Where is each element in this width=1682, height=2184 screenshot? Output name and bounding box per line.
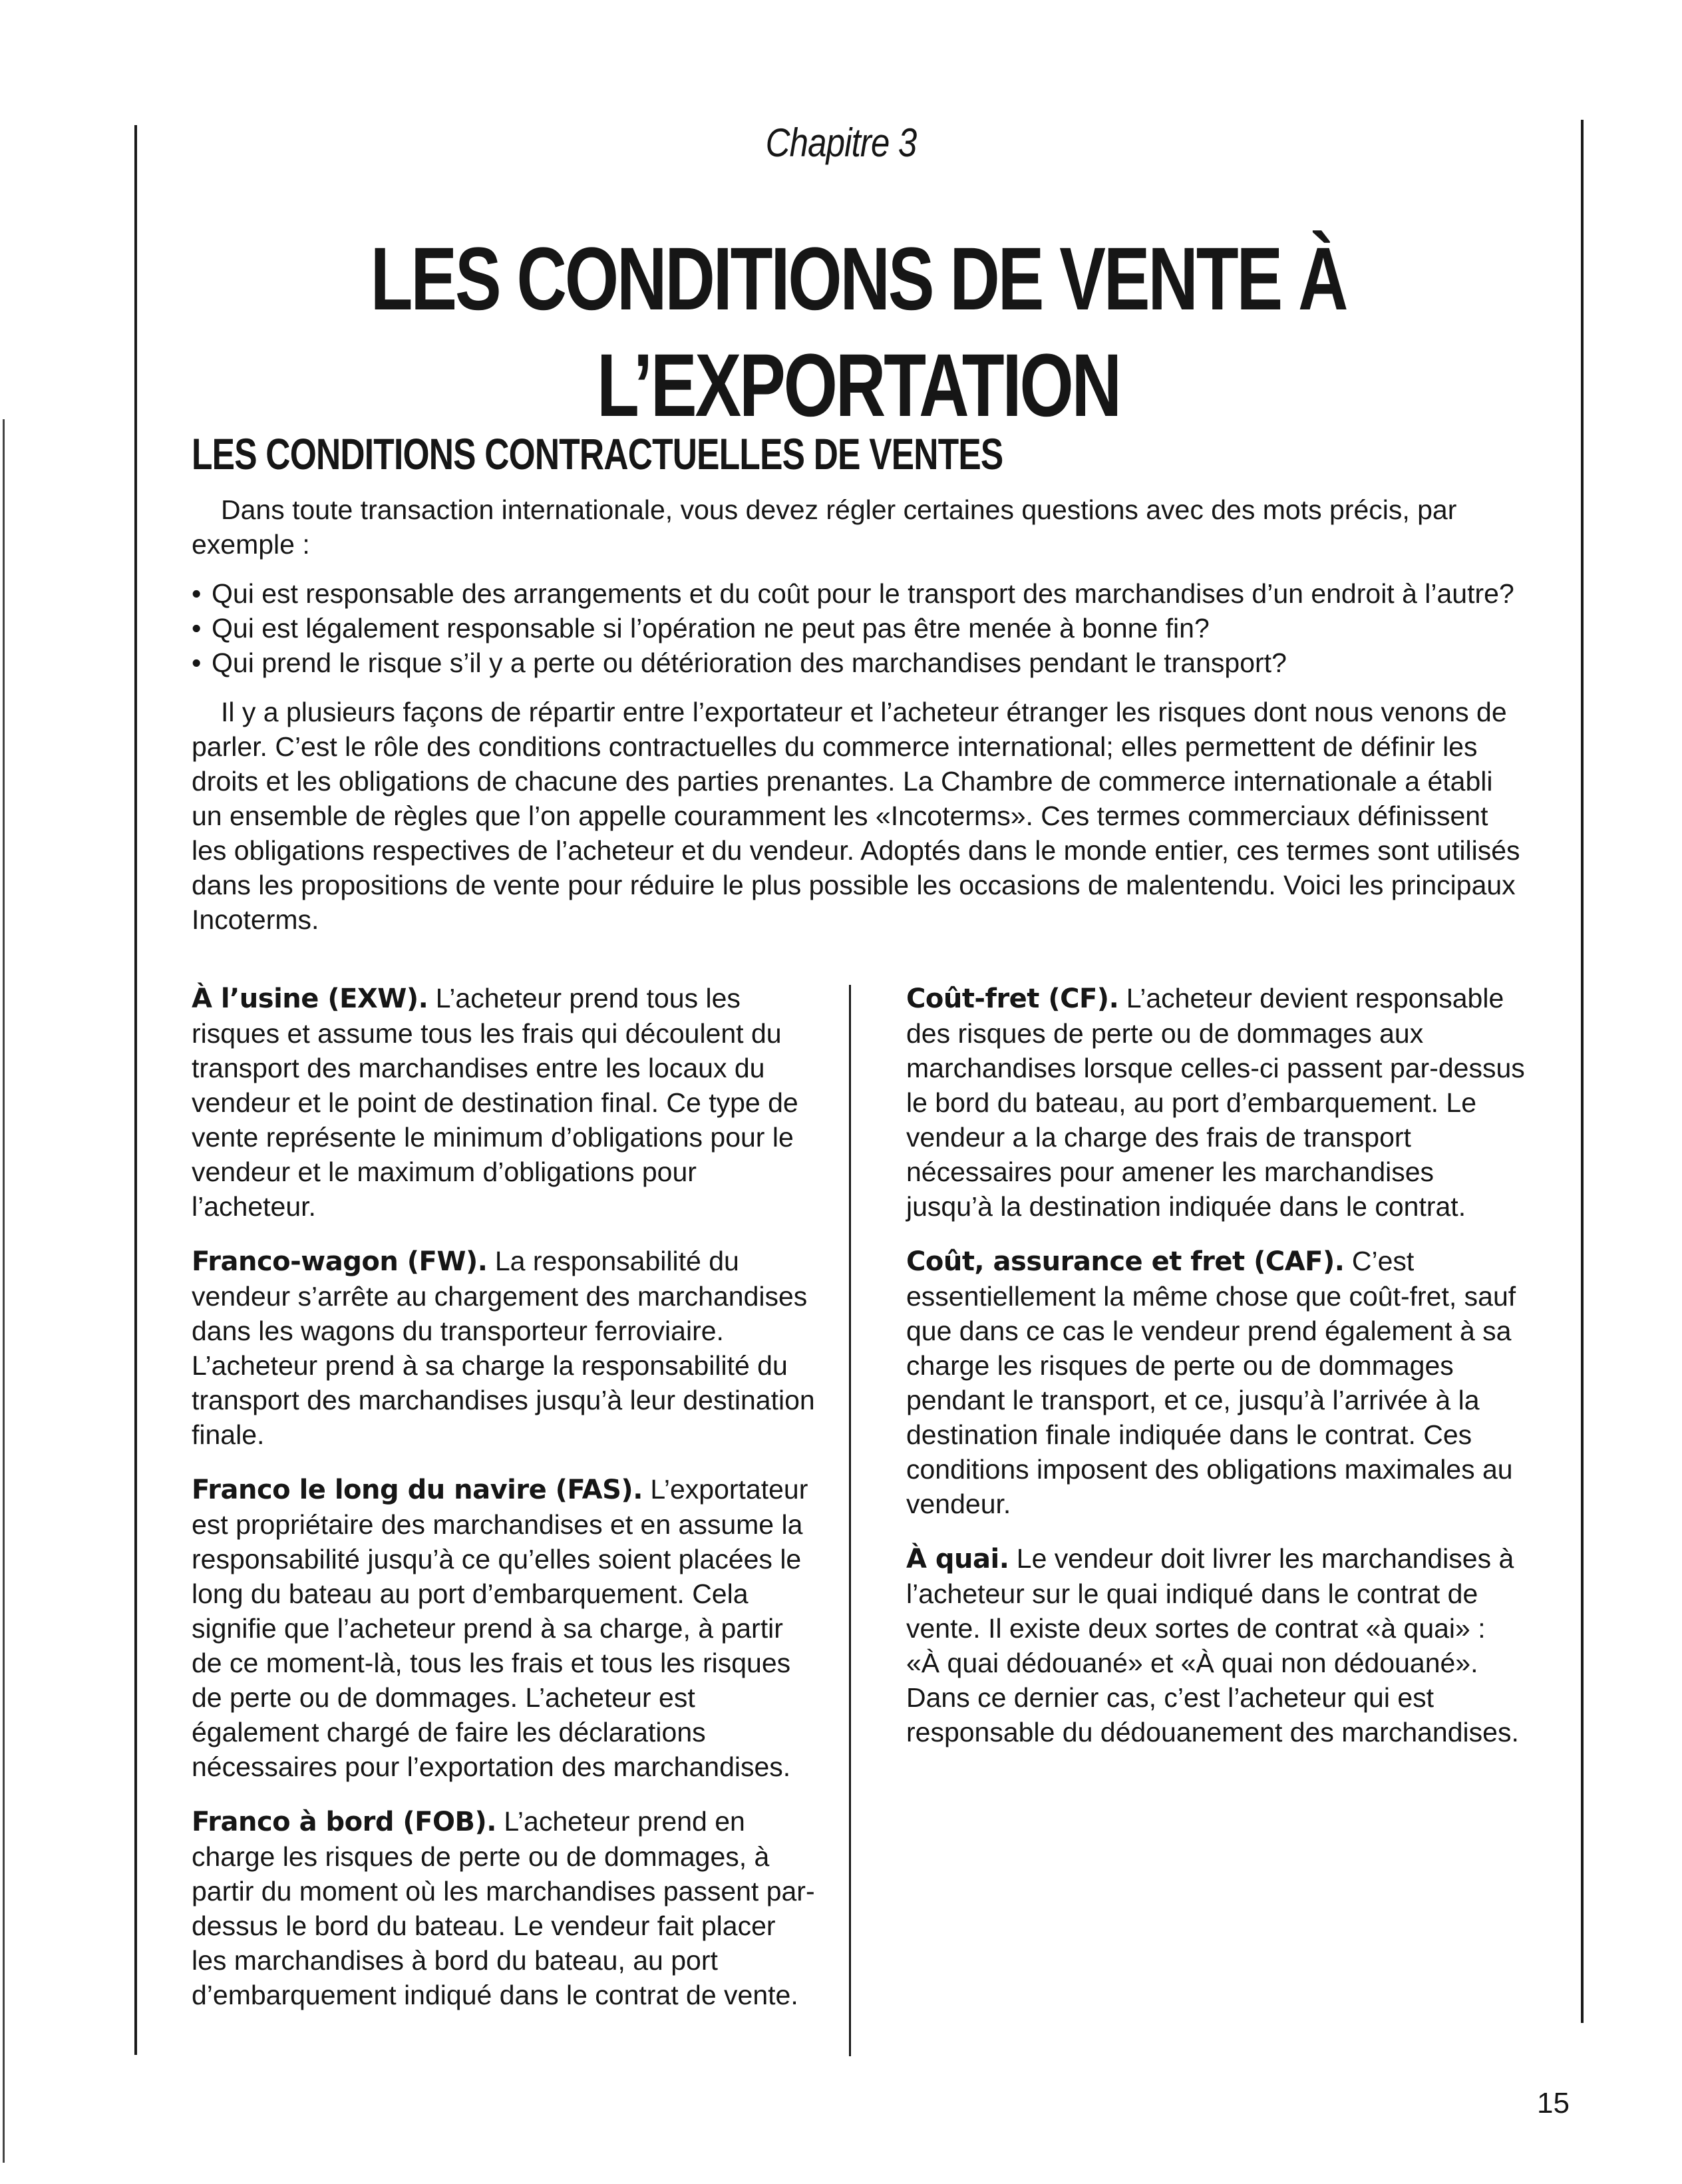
incoterm-entry	[906, 1244, 1525, 1521]
incoterm-entry	[192, 981, 817, 1224]
incoterm-entry	[192, 1244, 817, 1452]
scan-edge-mark	[3, 419, 5, 2163]
page-title-line: L’EXPORTATION	[597, 336, 1120, 435]
right-margin-rule	[1581, 120, 1584, 2023]
incoterms-right-column	[906, 981, 1525, 1769]
intro-section	[192, 492, 1522, 937]
left-margin-rule	[134, 125, 137, 2055]
intro-paragraph: Il y a plusieurs façons de répartir entre l’exportateur et l’acheteur étranger les risques dont nous venons de parler. C’est le rôle des conditions contractuelles du commerce international; elles permettent de définir les droits et les obligations de chacune des parties prenantes. La Chambre de commerce internationale a établi un ensemble de règles que l’on appelle couramment les «Incoterms». Ces termes commerciaux définissent les obligations respectives de l’acheteur et du vendeur. Adoptés dans le monde entier, ces termes sont utilisés dans les propositions de vente pour réduire le plus possible les occasions de malentendu. Voici les principaux Incoterms.	[192, 697, 1520, 935]
incoterm-description: L’exportateur est propriétaire des marchandises et en assume la responsabilité jusqu’à ce qu’elles soient placées le long du bateau au port d’embarquement. Cela signifie que l’acheteur prend à sa charge, à partir de ce moment-là, tous les frais et tous les risques de perte ou de dommages. L’acheteur est également chargé de faire les déclarations nécessaires pour l’exportation des marchandises.	[192, 1474, 808, 1782]
page-number: 15	[1537, 2087, 1570, 2119]
incoterm-entry	[906, 981, 1525, 1224]
incoterm-entry	[192, 1804, 817, 2012]
incoterm-description: L’acheteur devient responsable des risques de perte ou de dommages aux marchandises lorsque celles-ci passent par-dessus le bord du bateau, au port d’embarquement. Le vendeur a la charge des frais de transport nécessaires pour amener les marchandises jusqu’à la destination indiquée dans le contrat.	[906, 983, 1525, 1222]
chapter-label: Chapitre 3	[765, 120, 917, 165]
incoterm-name: À quai.	[906, 1544, 1009, 1574]
incoterm-entry	[906, 1541, 1525, 1749]
incoterm-description: L’acheteur prend tous les risques et assume tous les frais qui découlent du transport des marchandises entre les locaux du vendeur et le point de destination final. Ce type de vente représente le minimum d’obligations pour le vendeur et le maximum d’obligations pour l’acheteur.	[192, 983, 798, 1222]
incoterm-description: Le vendeur doit livrer les marchandises à l’acheteur sur le quai indiqué dans le contrat de vente. Il existe deux sortes de contrat «à quai» : «À quai dédouané» et «À quai non dédouané». Dans ce dernier cas, c’est l’acheteur qui est responsable du dédouanement des marchandises.	[906, 1543, 1519, 1747]
incoterm-entry	[192, 1472, 817, 1784]
incoterm-name: Franco à bord (FOB).	[192, 1807, 496, 1837]
incoterms-left-column	[192, 981, 817, 2032]
intro-lead: Dans toute transaction internationale, vous devez régler certaines questions avec des mots précis, par exemple :	[192, 494, 1457, 560]
page-title	[293, 226, 1424, 439]
incoterm-name: À l’usine (EXW).	[192, 984, 428, 1014]
incoterm-description: L’acheteur prend en charge les risques de perte ou de dommages, à partir du moment où les marchandises passent par-dessus le bord du bateau. Le vendeur fait placer les marchandises à bord du bateau, au port d’embarquement indiqué dans le contrat de vente.	[192, 1806, 815, 2010]
incoterm-name: Coût-fret (CF).	[906, 984, 1119, 1014]
incoterm-description: C’est essentiellement la même chose que coût-fret, sauf que dans ce cas le vendeur prend également à sa charge les risques de perte ou de dommages pendant le transport, et ce, jusqu’à l’arrivée à la destination finale indiquée dans le contrat. Ces conditions imposent des obligations maximales au vendeur.	[906, 1246, 1516, 1519]
incoterm-name: Franco le long du navire (FAS).	[192, 1475, 643, 1505]
incoterm-name: Coût, assurance et fret (CAF).	[906, 1246, 1345, 1277]
page-title-line: LES CONDITIONS DE VENTE À	[370, 230, 1347, 329]
incoterm-description: La responsabilité du vendeur s’arrête au chargement des marchandises dans les wagons du transporteur ferroviaire. L’acheteur prend à sa charge la responsabilité du transport des marchandises jusqu’à leur destination finale.	[192, 1246, 815, 1450]
question-item: • Qui est responsable des arrangements et du coût pour le transport des marchandises d’un endroit à l’autre?	[192, 576, 1522, 611]
column-divider-rule	[849, 985, 851, 2056]
question-item: • Qui prend le risque s’il y a perte ou détérioration des marchandises pendant le transport?	[192, 645, 1522, 680]
section-heading: LES CONDITIONS CONTRACTUELLES DE VENTES	[192, 429, 1003, 478]
incoterm-name: Franco-wagon (FW).	[192, 1246, 488, 1277]
question-item: • Qui est légalement responsable si l’opération ne peut pas être menée à bonne fin?	[192, 611, 1522, 645]
question-list	[192, 576, 1522, 680]
